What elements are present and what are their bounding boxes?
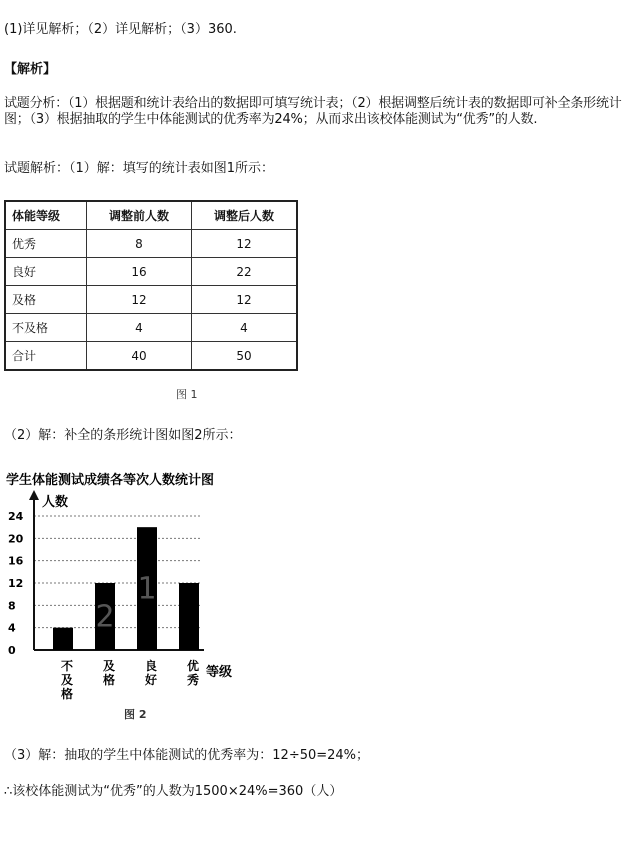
table-cell-after: 12 xyxy=(192,286,298,314)
x-tick-label: 优秀 xyxy=(186,659,200,687)
answer-line: (1)详见解析；（2）详见解析；（3）360. xyxy=(4,22,237,37)
table-row xyxy=(5,314,297,342)
part2-text: （2）解：补全的条形统计图如图2所示： xyxy=(4,428,242,443)
table-cell-level: 合计 xyxy=(5,342,87,371)
bar xyxy=(179,583,199,650)
x-tick-label: 良好 xyxy=(144,659,158,687)
bar-chart xyxy=(0,466,280,726)
table-cell-after: 22 xyxy=(192,258,298,286)
x-tick-label: 及格 xyxy=(102,659,116,687)
y-tick-label: 8 xyxy=(8,599,16,613)
analysis-paragraph: 试题分析：（1）根据题和统计表给出的数据即可填写统计表；（2）根据调整后统计表的数据即可补全条形统计图；（3）根据抽取的学生中体能测试的优秀率为24%；从而求出该校体能测试为“优秀”的人数. xyxy=(4,96,622,127)
table-cell-before: 4 xyxy=(87,314,192,342)
table-cell-after: 50 xyxy=(192,342,298,371)
table-header-cell: 调整前人数 xyxy=(87,201,192,230)
table-header-row xyxy=(5,201,297,230)
table-cell-level: 优秀 xyxy=(5,230,87,258)
table-header-cell: 体能等级 xyxy=(5,201,87,230)
y-axis-label: 人数 xyxy=(42,495,69,510)
bar-digit: 1 xyxy=(137,571,157,607)
table-row xyxy=(5,258,297,286)
y-tick-label: 20 xyxy=(8,532,24,546)
table-cell-before: 40 xyxy=(87,342,192,371)
figure-2-caption: 图 2 xyxy=(124,708,147,721)
y-tick-label: 4 xyxy=(8,621,16,635)
statistics-table xyxy=(4,200,298,371)
bar xyxy=(53,628,73,650)
table-cell-after: 4 xyxy=(192,314,298,342)
conclusion-text: ∴该校体能测试为“优秀”的人数为1500×24%=360（人） xyxy=(4,784,343,799)
x-axis-label: 等级 xyxy=(206,665,233,680)
chart-title: 学生体能测试成绩各等次人数统计图 xyxy=(6,473,215,488)
table-cell-before: 12 xyxy=(87,286,192,314)
table-cell-level: 不及格 xyxy=(5,314,87,342)
solution-intro: 试题解析：（1）解：填写的统计表如图1所示： xyxy=(4,161,275,176)
x-tick-label: 不及格 xyxy=(60,659,74,701)
y-tick-label: 16 xyxy=(8,554,24,568)
table-cell-after: 12 xyxy=(192,230,298,258)
table-cell-level: 良好 xyxy=(5,258,87,286)
y-tick-label: 24 xyxy=(8,510,24,523)
table-cell-before: 8 xyxy=(87,230,192,258)
y-tick-label: 0 xyxy=(8,644,16,657)
table-cell-before: 16 xyxy=(87,258,192,286)
table-cell-level: 及格 xyxy=(5,286,87,314)
figure-1-caption: 图 1 xyxy=(176,388,198,401)
part3-text: （3）解：抽取的学生中体能测试的优秀率为：12÷50=24%； xyxy=(4,748,370,763)
table-header-cell: 调整后人数 xyxy=(192,201,298,230)
section-heading: 【解析】 xyxy=(4,62,57,77)
table-row xyxy=(5,230,297,258)
y-tick-label: 12 xyxy=(8,577,24,590)
y-axis-arrow xyxy=(29,490,39,500)
table-row xyxy=(5,342,297,371)
table-row xyxy=(5,286,297,314)
bar-digit: 2 xyxy=(95,599,115,635)
